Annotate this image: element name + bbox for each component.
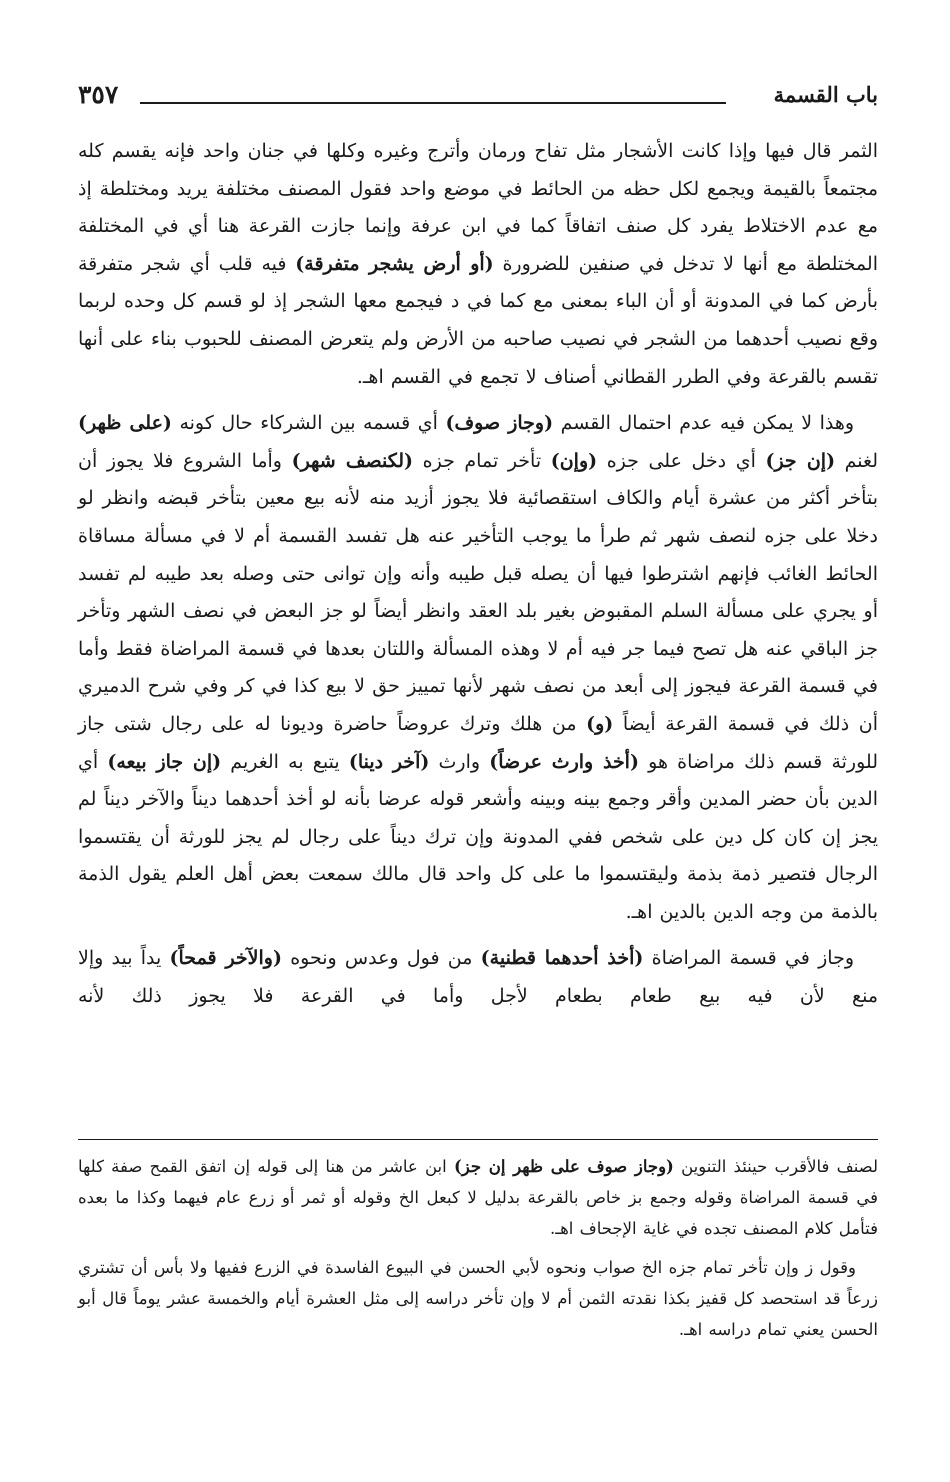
text-run: وأما الشروع فلا يجوز أن بتأخر أكثر من عشرة أيام والكاف استقصائية فلا يجوز أزيد منه لأنه بيع معين بتأخر قبضه وانظر لو دخلا على جزه لنصف شهر ثم طرأ ما يوجب التأخير عنه هل تفسد القسمة أم لا في مسألة مساقاة الحائط الغائب فإنهم اشترطوا فيها أن يصله قبل طيبه وأنه وإن توانى حتى وصله بعد طيبه لم تفسد أو يجري على مسألة السلم المقبوض بغير بلد العقد وانظر أيضاً لو جز البعض في نصف الشهر وتأخر جز الباقي عنه هل تصح فيما جر فيه أم لا وهذه المسألة واللتان بعدها في قسمة المراضاة فقط وأما في قسمة القرعة فيجوز إلى أبعد من نصف شهر لأنها تمييز حق لا بيع كذا في كر وفي شرح الدميري أن ذلك في قسمة القرعة أيضاً bbox=[78, 449, 878, 735]
page-number: ٣٥٧ bbox=[78, 80, 119, 109]
text-run: تأخر تمام جزه bbox=[413, 449, 551, 472]
chapter-title: باب القسمة bbox=[773, 82, 878, 107]
bold-matn: (لكنصف شهر) bbox=[291, 449, 414, 472]
bold-matn: (إن جاز بيعه) bbox=[107, 750, 222, 773]
footnote-divider bbox=[78, 1139, 878, 1140]
main-text bbox=[78, 133, 878, 1016]
bold-matn: (آخر دينا) bbox=[348, 750, 430, 773]
text-run: الثمر قال فيها وإذا كانت الأشجار مثل تفاح ورمان وأترج وغيره وكلها في جنان واحد فإنه يقسم كله مجتمعاً بالقيمة ويجمع لكل حظه من الحائط في موضع واحد فقول المصنف مختلفة يريد ومختلطة إذ مع عدم الاختلاط يفرد كل صنف اتفاقاً كما في ابن عرفة وإنما جازت القرعة هنا أي في المختلفة المختلطة مع أنها لا تدخل في صنفين للضرورة bbox=[78, 140, 879, 275]
bold-matn: (وإن) bbox=[550, 449, 598, 472]
bold-matn: (أخذ أحدهما قطنية) bbox=[480, 947, 644, 970]
bold-matn: (على ظهر) bbox=[78, 412, 172, 435]
bold-matn: (وجاز صوف على ظهر إن جز) bbox=[453, 1157, 674, 1176]
text-run: من فول وعدس ونحوه bbox=[281, 947, 481, 970]
text-run: وقول ز وإن تأخر تمام جزه الخ صواب ونحوه لأبي الحسن في البيوع الفاسدة في الزرع ففيها ولا بأس أن تشتري زرعاً قد استحصد كل قفيز بكذا نقدته الثمن أم لا وإن تأخر دراسه إلى مثل العشرة أيام والخمسة عشر يوماً قال أبو الحسن يعني تمام دراسه اهـ. bbox=[78, 1258, 878, 1339]
text-run: وهذا لا يمكن فيه عدم احتمال القسم bbox=[553, 412, 855, 435]
text-run: وجاز في قسمة المراضاة bbox=[643, 947, 855, 970]
footnotes bbox=[78, 1151, 878, 1345]
header-rule bbox=[140, 102, 726, 104]
bold-matn: (أخذ وارث عرضاً) bbox=[489, 750, 639, 773]
text-run: يداً بيد وإلا منع لأن فيه بيع طعام بطعام لأجل وأما في القرعة فلا يجوز ذلك لأنه bbox=[78, 947, 878, 1008]
text-run: من هلك وترك عروضاً حاضرة وديونا له على رجال شتى جاز للورثة قسم ذلك مراضاة هو bbox=[78, 712, 878, 773]
text-run: ابن عاشر من هنا إلى قوله إن اتفق القمح صفة كلها في قسمة المراضاة وقوله وجمع بز خاص بالقرعة بدليل لا كبعل الخ وقوله أو ثمر أو زرع عام فيهما وكذا ما بعده فتأمل كلام المصنف تجده في غاية الإجحاف اهـ. bbox=[78, 1157, 878, 1238]
text-run: فيه قلب أي شجر متفرقة بأرض كما في المدونة أو أن الباء بمعنى مع كما في د فيجمع معها الشجر إذ لو قسم كل وحده لربما وقع نصيب أحدهما من الشجر في نصيب صاحبه من الأرض ولم يتعرض المصنف للحبوب بناء على أنها تقسم بالقرعة وفي الطرر القطاني أصناف لا تجمع في القسم اهـ. bbox=[78, 252, 878, 388]
bold-matn: (إن جز) bbox=[765, 449, 836, 472]
bold-matn: (أو أرض يشجر متفرقة) bbox=[295, 252, 494, 275]
paragraph-2 bbox=[78, 405, 878, 931]
running-header bbox=[78, 76, 878, 116]
paragraph-1 bbox=[78, 133, 878, 396]
footnote-2 bbox=[78, 1252, 878, 1345]
book-page bbox=[78, 62, 878, 1462]
text-run: أي الدين بأن حضر المدين وأقر وجمع بينه وبينه وأشعر قوله عرضا بأنه لو أخذ أحدهما ديناً والآخر ديناً لم يجز إن كان كل دين على شخص ففي المدونة وإن ترك ديناً على رجال لم يجز للورثة أن يقتسموا الرجال فتصير ذمة بذمة وليقتسموا ما على كل واحد قال مالك سمعت بعض أهل العلم يقول الذمة بالذمة من وجه الدين بالدين اهـ. bbox=[78, 750, 878, 923]
text-run: لصنف فالأقرب حينئذ التنوين bbox=[673, 1157, 879, 1176]
paragraph-3 bbox=[78, 940, 878, 1015]
text-run: وارث bbox=[429, 750, 490, 773]
bold-matn: (وجاز صوف) bbox=[445, 412, 554, 435]
bold-matn: (و) bbox=[586, 712, 614, 735]
text-run: أي قسمه بين الشركاء حال كونه bbox=[171, 412, 446, 435]
bold-matn: (والآخر قمحاً) bbox=[169, 947, 282, 970]
text-run: لغنم bbox=[835, 449, 878, 472]
text-run: يتبع به الغريم bbox=[221, 750, 349, 773]
footnote-1 bbox=[78, 1151, 878, 1244]
text-run: أي دخل على جزه bbox=[597, 449, 766, 472]
